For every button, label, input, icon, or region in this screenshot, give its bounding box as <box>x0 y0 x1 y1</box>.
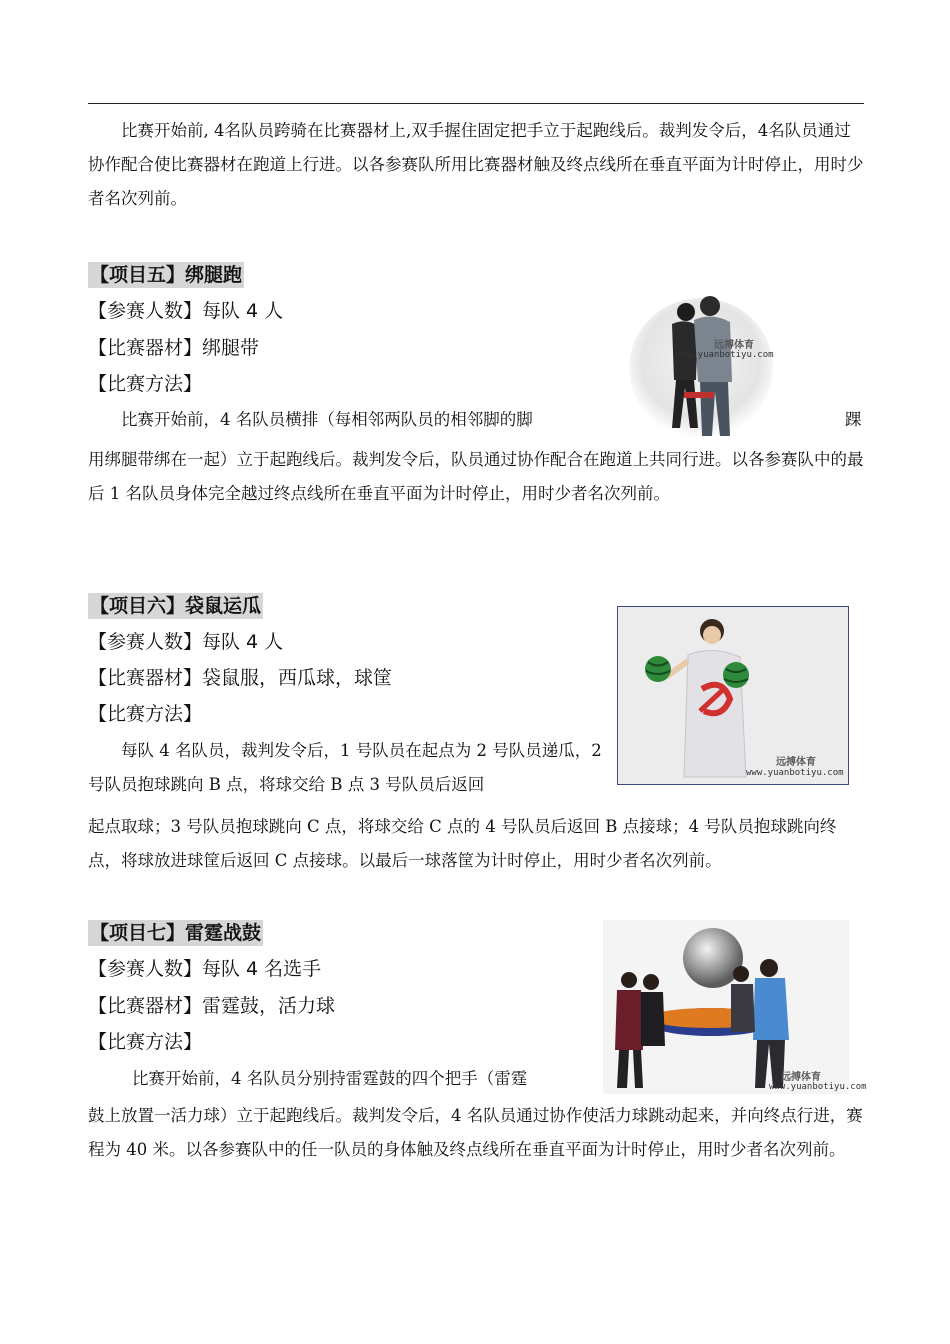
photo7-watermark-url: www.yuanbotiyu.com <box>769 1082 867 1092</box>
header-rule <box>88 103 864 104</box>
section5-body-line1: 比赛开始前，4 名队员横排（每相邻两队员的相邻脚的脚 <box>121 410 533 429</box>
section7-equipment: 【比赛器材】雷霆鼓，活力球 <box>88 995 336 1017</box>
section5-participants: 【参赛人数】每队 4 人 <box>88 300 284 322</box>
section5-body-line1-end: 踝 <box>845 410 862 429</box>
section5-equipment: 【比赛器材】绑腿带 <box>88 337 260 359</box>
three-legged-race-photo <box>628 288 774 440</box>
thunder-drum-photo <box>603 920 867 1094</box>
section6-body-rest: 起点取球；3 号队员抱球跳向 C 点，将球交给 C 点的 4 号队员后返回 B 点接球；4 号队员抱球跳向终点，将球放进球筐后返回 C 点接球。以最后一球落筐为计时停止，用时少者名次列前。 <box>88 817 837 870</box>
section7-body-rest: 鼓上放置一活力球）立于起跑线后。裁判发令后，4 名队员通过协作使活力球跳动起来，并向终点行进，赛程为 40 米。以各参赛队中的任一队员的身体触及终点线所在垂直平面为计时停止，用时少者名次列前。 <box>88 1106 863 1159</box>
section7-title: 【项目七】雷霆战鼓 <box>90 922 262 944</box>
section6-title: 【项目六】袋鼠运瓜 <box>90 595 262 617</box>
photo7-watermark-cn: 远搏体育 <box>781 1072 821 1083</box>
section7-method-label: 【比赛方法】 <box>88 1031 203 1053</box>
section6-equipment: 【比赛器材】袋鼠服，西瓜球，球筐 <box>88 667 393 689</box>
section7-participants: 【参赛人数】每队 4 名选手 <box>88 958 322 980</box>
section5-title: 【项目五】绑腿跑 <box>90 264 243 286</box>
section5-method-label: 【比赛方法】 <box>88 373 203 395</box>
kangaroo-race-photo <box>617 606 849 785</box>
photo5-watermark-cn: 远搏体育 <box>714 340 754 351</box>
photo6-watermark-cn: 远搏体育 <box>776 757 816 768</box>
section6-participants: 【参赛人数】每队 4 人 <box>88 631 284 653</box>
section7-body-line1: 比赛开始前，4 名队员分别持雷霆鼓的四个把手（雷霆 <box>132 1069 528 1088</box>
photo6-watermark-url: www.yuanbotiyu.com <box>746 768 844 778</box>
photo5-watermark-url: www.yuanbotiyu.com <box>676 350 774 360</box>
intro-paragraph: 比赛开始前, 4名队员跨骑在比赛器材上,双手握住固定把手立于起跑线后。裁判发令后，4名队员通过协作配合使比赛器材在跑道上行进。以各参赛队所用比赛器材触及终点线所在垂直平面为计时停止，用时少者名次列前。 <box>88 121 864 208</box>
section5-body-rest: 用绑腿带绑在一起）立于起跑线后。裁判发令后，队员通过协作配合在跑道上共同行进。以各参赛队中的最后 1 名队员身体完全越过终点线所在垂直平面为计时停止，用时少者名次列前。 <box>88 450 864 503</box>
section6-method-label: 【比赛方法】 <box>88 703 203 725</box>
section6-body-left: 每队 4 名队员，裁判发令后，1 号队员在起点为 2 号队员递瓜，2 号队员抱球跳向 B 点，将球交给 B 点 3 号队员后返回 <box>88 741 602 794</box>
